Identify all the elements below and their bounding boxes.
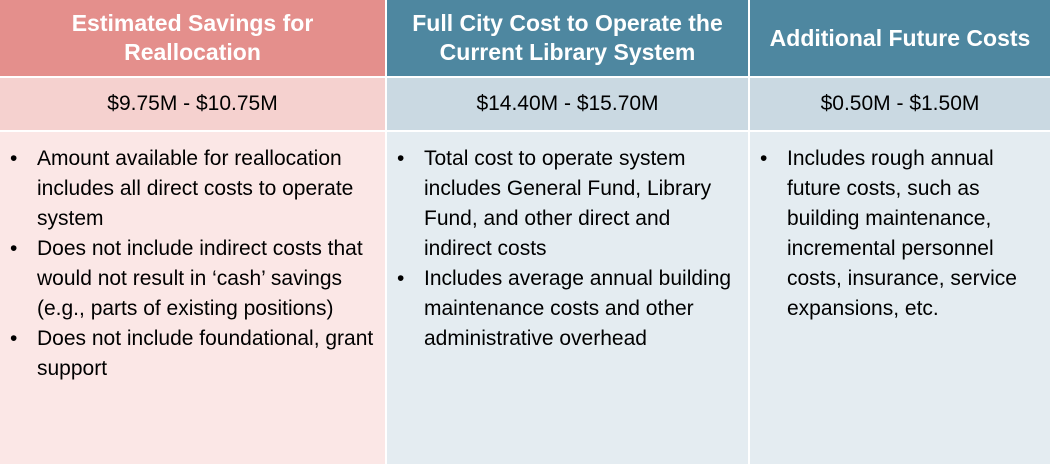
bullet-item: [395, 264, 740, 354]
bullet-icon: •: [397, 147, 405, 170]
value-additional-future-costs: $0.50M - $1.50M: [750, 78, 1050, 132]
bullet-item: [395, 144, 740, 264]
bullet-icon: •: [760, 147, 768, 170]
bullet-list: [8, 144, 377, 384]
bullet-item: [8, 324, 377, 384]
header-estimated-savings: Estimated Savings for Reallocation: [0, 0, 387, 78]
bullet-icon: •: [10, 327, 18, 350]
header-full-city-cost: Full City Cost to Operate the Current Library System: [387, 0, 750, 78]
bullet-item: [8, 234, 377, 324]
bullet-item: [758, 144, 1042, 324]
bullet-text: Includes average annual building maintenance costs and other administrative overhead: [424, 267, 732, 350]
notes-full-city-cost: [387, 132, 750, 466]
bullet-list: [758, 144, 1042, 324]
bullet-text: Amount available for reallocation includes all direct costs to operate system: [37, 147, 354, 230]
bullet-icon: •: [10, 237, 18, 260]
bullet-item: [8, 144, 377, 234]
bullet-list: [395, 144, 740, 354]
notes-additional-future-costs: [750, 132, 1050, 466]
bullet-text: Includes rough annual future costs, such as building maintenance, incremental personnel costs, insurance, service expansions, etc.: [787, 147, 1017, 320]
header-additional-future-costs: Additional Future Costs: [750, 0, 1050, 78]
bullet-icon: •: [397, 267, 405, 290]
value-full-city-cost: $14.40M - $15.70M: [387, 78, 750, 132]
bullet-icon: •: [10, 147, 18, 170]
bullet-text: Does not include foundational, grant support: [37, 327, 374, 380]
notes-estimated-savings: [0, 132, 387, 466]
bullet-text: Does not include indirect costs that would not result in ‘cash’ savings (e.g., parts of existing positions): [37, 237, 363, 320]
bullet-text: Total cost to operate system includes General Fund, Library Fund, and other direct and indirect costs: [424, 147, 712, 260]
value-estimated-savings: $9.75M - $10.75M: [0, 78, 387, 132]
